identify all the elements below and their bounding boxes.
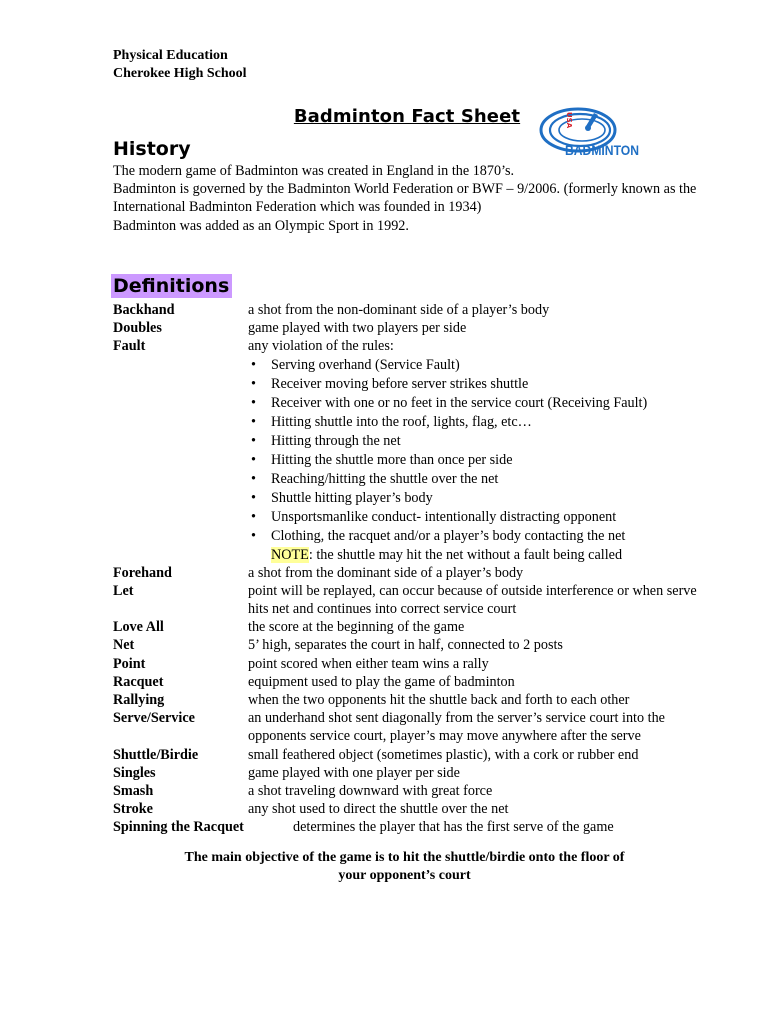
main-objective [113,849,696,885]
history-heading: History [113,138,191,160]
list-item [248,508,713,527]
definition-row [113,691,713,709]
definition-text: a shot from the dominant side of a player’s body [248,564,524,581]
fault-text: Receiver moving before server strikes shuttle [271,375,529,392]
definition-term: Racquet [113,673,164,690]
definition-row [113,636,713,654]
definition-row [113,301,713,319]
definition-row [113,764,713,782]
usa-badminton-logo-icon [538,100,642,160]
objective-line: your opponent’s court [338,868,471,883]
fault-text: Clothing, the racquet and/or a player’s body contacting the net [271,527,626,544]
header-department: Physical Education [113,48,228,63]
definition-text: point will be replayed, can occur because of outside interference or when serve hits net and continues into correct service court [248,582,697,618]
list-item [248,527,713,546]
bullet-icon: • [251,527,256,544]
definition-row [113,709,713,745]
definition-row [113,564,713,582]
bullet-icon: • [251,451,256,468]
history-line: Badminton was added as an Olympic Sport in 1992. [113,217,409,234]
definitions-list [113,301,713,837]
definition-term: Love All [113,619,164,636]
bullet-icon: • [251,375,256,392]
bullet-icon: • [251,489,256,506]
definition-term: Rallying [113,692,165,709]
definition-row [113,319,713,337]
header-school: Cherokee High School [113,66,247,81]
fault-text: Reaching/hitting the shuttle over the net [271,470,499,487]
definition-text: when the two opponents hit the shuttle back and forth to each other [248,692,630,709]
definition-term: Forehand [113,564,172,581]
definition-text: an underhand shot sent diagonally from the server’s service court into the opponents service court, player’s may move anywhere after the serve [248,710,665,745]
history-section [113,162,713,235]
history-line: The modern game of Badminton was created in England in the 1870’s. [113,163,515,179]
definition-row [113,818,713,836]
fault-text: Shuttle hitting player’s body [271,489,433,506]
document-header [113,47,247,83]
note-label: NOTE [271,546,309,563]
fault-note [271,546,713,564]
list-item [248,394,713,413]
fault-text: Receiver with one or no feet in the service court (Receiving Fault) [271,394,648,411]
definition-row [113,782,713,800]
definition-row [113,800,713,818]
history-line: Badminton is governed by the Badminton World Federation or BWF – 9/2006. (formerly known as the International Badminton Federation which was founded in 1934) [113,181,697,216]
objective-line: The main objective of the game is to hit the shuttle/birdie onto the floor of [184,850,625,865]
definition-row [113,337,713,355]
definition-term: Doubles [113,320,162,337]
bullet-icon: • [251,413,256,430]
list-item [248,413,713,432]
fault-text: Hitting shuttle into the roof, lights, flag, etc… [271,413,532,430]
definition-text: game played with one player per side [248,764,460,781]
bullet-icon: • [251,394,256,411]
definition-term: Singles [113,764,156,781]
definition-text: a shot from the non-dominant side of a player’s body [248,302,550,318]
definition-term: Shuttle/Birdie [113,746,199,763]
definition-text: any shot used to direct the shuttle over the net [248,801,509,818]
definition-text: determines the player that has the first serve of the game [293,819,614,836]
definition-row [113,582,713,618]
definition-text: small feathered object (sometimes plastic), with a cork or rubber end [248,746,639,763]
bullet-icon: • [251,432,256,449]
list-item [248,489,713,508]
definition-row [113,655,713,673]
list-item [248,470,713,489]
list-item [248,375,713,394]
definition-term: Fault [113,338,146,355]
list-item [248,356,713,375]
definitions-heading: Definitions [111,274,232,298]
list-item [248,451,713,470]
definition-term: Net [113,637,135,654]
definition-row [113,673,713,691]
definition-term: Smash [113,783,154,800]
definition-term: Backhand [113,302,175,318]
definition-text: any violation of the rules: [248,338,394,355]
definition-row [113,746,713,764]
definition-term: Stroke [113,801,153,818]
bullet-icon: • [251,356,256,373]
logo-vertical-text: USA [565,112,573,129]
list-item [248,432,713,451]
note-text: : the shuttle may hit the net without a fault being called [308,546,623,563]
definition-term: Serve/Service [113,710,195,727]
fault-list [248,356,713,546]
fault-text: Unsportsmanlike conduct- intentionally distracting opponent [271,508,617,525]
page-title: Badminton Fact Sheet [293,106,521,127]
definition-term: Spinning the Racquet [113,819,244,836]
fault-text: Serving overhand (Service Fault) [271,356,460,373]
definition-text: point scored when either team wins a rally [248,655,489,672]
bullet-icon: • [251,508,256,525]
definition-text: 5’ high, separates the court in half, connected to 2 posts [248,637,563,654]
definition-term: Let [113,582,134,599]
definition-text: a shot traveling downward with great force [248,783,493,800]
bullet-icon: • [251,470,256,487]
definition-text: game played with two players per side [248,320,467,337]
fault-text: Hitting through the net [271,432,401,449]
logo-text: BADMINTON [565,142,639,158]
definition-text: the score at the beginning of the game [248,619,465,636]
definition-text: equipment used to play the game of badminton [248,673,515,690]
definition-row [113,618,713,636]
definition-term: Point [113,655,146,672]
fault-text: Hitting the shuttle more than once per side [271,451,513,468]
